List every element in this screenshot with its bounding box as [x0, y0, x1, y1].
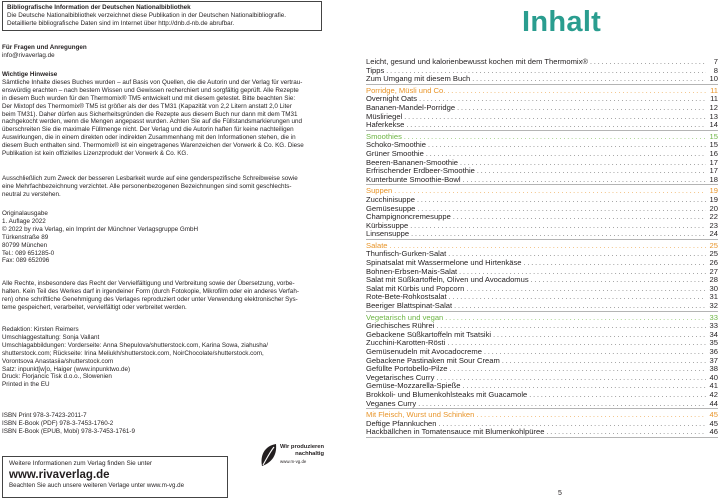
toc-entry-page: 14 [709, 120, 718, 130]
toc-entry-label: Bohnen-Erbsen-Mais-Salat [366, 266, 458, 276]
toc-entry-label: Kunterbunte Smoothie-Bowl [366, 174, 461, 184]
rights-line: halten. Kein Teil des Werkes darf in irgendeiner Form (durch Fotokopie, Mikrofilm oder ein anderes Verfah- [2, 287, 299, 295]
credits-block [2, 326, 340, 389]
isbn-line: ISBN E-Book (EPUB, Mobi) 978-3-7453-1761-9 [2, 427, 135, 435]
toc-entry-label: Zucchini-Karotten-Rösti [366, 338, 446, 348]
toc-entry[interactable] [366, 213, 718, 222]
toc-entry-label: Linsensuppe [366, 229, 410, 239]
toc-entry-label: Hackbällchen in Tomatensauce mit Blumenkohlpüree [366, 427, 545, 437]
toc-leader-dots [445, 315, 706, 324]
toc-leader-dots [457, 105, 706, 114]
toc-entry-page: 19 [709, 186, 718, 196]
toc-entry-label: Müsliriegel [366, 111, 403, 121]
toc-leader-dots [590, 59, 706, 68]
credits-line: Umschlagabbildungen: Vorderseite: Anna Shepulova/shutterstock.com, Karina Sowa, ziahusha/ [2, 341, 269, 349]
contact-block [2, 44, 340, 60]
toc-entry-label: Gebackene Pastinaken mit Sour Cream [366, 355, 500, 365]
edition-line: © 2022 by riva Verlag, ein Imprint der Münchner Verlagsgruppe GmbH [2, 225, 199, 233]
toc-entry-label: Rote-Bete-Rohkostsalat [366, 292, 447, 302]
toc-section [366, 410, 718, 438]
toc-entry-label: Smoothies [366, 131, 402, 141]
toc-leader-dots [418, 401, 706, 410]
toc-entry-page: 28 [709, 275, 718, 285]
gender-line: eine Mehrfachbezeichnung verzichtet. Alle personenbezogenen Bezeichnungen sind somit geschlechts- [2, 182, 292, 190]
toc-leader-dots [453, 214, 706, 223]
toc-entry[interactable] [366, 176, 718, 185]
toc-entry-page: 36 [709, 347, 718, 356]
imprint-page [0, 0, 352, 502]
toc-section-heading[interactable] [366, 187, 718, 196]
toc-entry-label: Thunfisch-Gurken-Salat [366, 249, 447, 259]
toc-entry-page: 35 [709, 338, 718, 348]
toc-entry[interactable] [366, 121, 718, 130]
edition-line: Türkenstraße 89 [2, 233, 49, 241]
toc-entry-label: Gemüse-Mozzarella-Spieße [366, 381, 461, 391]
credits-line: Vorontsova Anastasiia/shutterstock.com [2, 357, 114, 365]
edition-line: Originalausgabe [2, 210, 48, 217]
toc-entry-page: 26 [709, 258, 718, 268]
gender-line: neutral zu verstehen. [2, 190, 61, 198]
toc-entry-label: Gemüsesuppe [366, 203, 416, 213]
toc-entry[interactable] [366, 58, 718, 67]
toc-entry-label: Veganes Curry [366, 398, 417, 408]
toc-section [366, 86, 718, 131]
toc-entry-page: 8 [713, 65, 718, 75]
toc-entry-label: Deftige Pfannkuchen [366, 418, 437, 428]
toc-leader-dots [428, 142, 706, 151]
toc-entry-page: 42 [709, 389, 718, 399]
notes-line: nachgekocht werden, wenn die Mengen angepasst wurden. Achten Sie auf die Füllstandsmarkierungen und [2, 118, 302, 126]
toc-entry-page: 19 [709, 194, 718, 204]
rights-line: teme gespeichert, verarbeitet, vervielfältigt oder verbreitet werden. [2, 303, 187, 311]
toc-leader-dots [502, 358, 706, 367]
toc-entry-page: 17 [709, 157, 718, 167]
credits-line: shutterstock.com; Rückseite: Irina Meliukh/shutterstock.com, NoirChocolate/shutterstock.com, [2, 349, 264, 357]
toc-entry-page: 16 [709, 148, 718, 158]
toc-section [366, 58, 718, 85]
toc-entry-label: Salate [366, 240, 388, 250]
toc-entry-label: Schoko-Smoothie [366, 140, 426, 150]
toc-leader-dots [472, 76, 706, 85]
credits-line: Redaktion: Kirsten Reimers [2, 326, 79, 333]
toc-entry-label: Brokkoli- und Blumenkohlsteaks mit Guacamole [366, 389, 528, 399]
toc-entry-page: 7 [713, 57, 718, 66]
toc-entry-label: Zucchinisuppe [366, 194, 415, 204]
toc-entry-label: Leicht, gesund und kalorienbewusst kochen mit dem Thermomix® [366, 57, 588, 66]
toc-entry-page: 10 [709, 74, 718, 84]
edition-line: Fax: 089 652096 [2, 257, 50, 265]
toc-leader-dots [447, 88, 706, 97]
badge-text [280, 444, 324, 457]
toc-leader-dots [404, 134, 706, 143]
toc-entry-page: 11 [710, 94, 718, 104]
toc-entry-label: Salat mit Süßkartoffeln, Oliven und Avocadomus [366, 275, 529, 285]
toc-section [366, 241, 718, 312]
toc-entry[interactable] [366, 222, 718, 231]
credits-line: Umschlaggestaltung: Sonja Vallant [2, 333, 100, 341]
toc-entry-page: 34 [709, 329, 718, 339]
toc-entry-page: 27 [709, 266, 718, 276]
toc-entry-page: 46 [709, 427, 718, 437]
sustainability-badge [258, 442, 328, 468]
toc-entry-label: Erfrischender Erdbeer-Smoothie [366, 166, 475, 176]
toc-entry-page: 20 [709, 203, 718, 213]
toc-leader-dots [531, 277, 706, 286]
toc-entry-label: Overnight Oats [366, 94, 418, 104]
toc-leader-dots [436, 375, 706, 384]
toc-section-heading[interactable] [366, 87, 718, 96]
toc-entry-label: Haferkekse [366, 120, 405, 130]
toc-entry-page: 13 [709, 111, 718, 121]
notes-block [2, 71, 340, 158]
badge-url: www.m-vg.de [280, 459, 307, 464]
toc-entry-label: Gebackene Süßkartoffeln mit Tsatsiki [366, 329, 492, 339]
toc-entry-page: 45 [709, 410, 718, 420]
notes-line: in diesem Buch wurden für den Thermomix® TM5 entwickelt und mit diesem getestet. Bitte beachten Sie: [2, 94, 296, 102]
toc-leader-dots [404, 114, 706, 123]
toc-leader-dots [411, 231, 706, 240]
contact-email[interactable]: info@rivaverlag.de [2, 51, 55, 59]
toc-leader-dots [476, 412, 706, 421]
leaf-icon [258, 442, 280, 468]
toc-entry[interactable] [366, 428, 718, 437]
toc-leader-dots [493, 332, 706, 341]
rights-line: Alle Rechte, insbesondere das Recht der Vervielfältigung und Verbreitung sowie der Übersetzung, vorbe- [2, 280, 295, 287]
toc-entry-page: 33 [709, 312, 718, 322]
toc-leader-dots [426, 151, 706, 160]
toc-entry-page: 30 [709, 283, 718, 293]
toc-leader-dots [417, 197, 706, 206]
toc-leader-dots [449, 294, 706, 303]
toc-leader-dots [410, 223, 706, 232]
toc-entry-label: Salat mit Kürbis und Popcorn [366, 283, 465, 293]
notes-line: diesem Buch enthalten sind. Thermomix® ist ein eingetragenes Warenzeichen der Vorwerk & Co. KG. Diese [2, 142, 304, 150]
biblio-line: Die Deutsche Nationalbibliothek verzeichnet diese Publikation in der Deutschen Nationalbibliografie. [7, 11, 286, 19]
toc-entry[interactable] [366, 400, 718, 409]
toc-entry-page: 38 [709, 364, 718, 374]
toc-leader-dots [463, 177, 706, 186]
notes-line: überschreiten Sie die maximale Füllmenge nicht. Der Verlag und die Autorin haften für keine nachteiligen [2, 126, 294, 134]
toc-entry-label: Kürbissuppe [366, 220, 409, 230]
toc-entry[interactable] [366, 391, 718, 400]
rights-block [2, 280, 340, 312]
toc-leader-dots [406, 122, 706, 131]
notes-line: Der Mixtopf des Thermomix® TM5 ist größer als der des TM31 (Kapazität von 2,2 Litern anstatt 2,0 Liter [2, 102, 292, 110]
toc-entry[interactable] [366, 75, 718, 84]
table-of-contents [366, 58, 718, 438]
toc-entry-label: Bananen-Mandel-Porridge [366, 102, 456, 112]
credits-line: Satz: inpunkt[w]o, Haiger (www.inpunktwo.de) [2, 365, 131, 373]
toc-leader-dots [529, 392, 706, 401]
toc-leader-dots [419, 96, 706, 105]
toc-leader-dots [477, 168, 706, 177]
isbn-line: ISBN E-Book (PDF) 978-3-7453-1760-2 [2, 419, 114, 427]
toc-entry-label: Grüner Smoothie [366, 148, 424, 158]
toc-entry-label: Tipps [366, 65, 385, 75]
badge-line: Wir produzieren [280, 444, 325, 450]
toc-leader-dots [394, 188, 706, 197]
gender-line: Ausschließlich zum Zweck der besseren Lesbarkeit wurde auf eine genderspezifische Schreibweise sowie [2, 175, 298, 182]
biblio-line: Detaillierte bibliografische Daten sind im Internet über http://dnb.d-nb.de abrufbar. [7, 19, 235, 27]
toc-entry[interactable] [366, 230, 718, 239]
toc-entry-label: Gemüsenudeln mit Avocadocreme [366, 347, 482, 356]
bibliographic-info-box [2, 1, 322, 31]
toc-entry-page: 25 [709, 240, 718, 250]
toc-entry-page: 22 [709, 212, 718, 222]
toc-entry-page: 32 [709, 301, 718, 311]
page-title: Inhalt [522, 6, 602, 38]
toc-entry-page: 33 [709, 321, 718, 331]
toc-entry-page: 15 [709, 140, 718, 150]
toc-leader-dots [460, 160, 706, 169]
toc-entry-page: 45 [709, 418, 718, 428]
edition-block [2, 210, 340, 265]
toc-entry-label: Vegetarisch und vegan [366, 312, 444, 322]
contents-page [362, 0, 720, 502]
toc-leader-dots [454, 303, 706, 312]
toc-entry-label: Mit Fleisch, Wurst und Schinken [366, 410, 475, 420]
notes-line: Sämtliche Inhalte dieses Buches wurden – auf Basis von Quellen, die die Autorin und der Verlag für vertrau- [2, 78, 303, 86]
toc-leader-dots [484, 349, 706, 358]
toc-entry-page: 11 [710, 85, 718, 95]
toc-leader-dots [546, 429, 706, 438]
toc-entry[interactable] [366, 104, 718, 113]
badge-line: nachhaltig [295, 450, 325, 457]
toc-section [366, 186, 718, 240]
web-intro: Weitere Informationen zum Verlag finden Sie unter [9, 460, 153, 467]
toc-entry-label: Spinatsalat mit Wassermelone und Hirtenkäse [366, 258, 522, 268]
publisher-url[interactable]: www.rivaverlag.de [9, 469, 110, 481]
toc-leader-dots [466, 286, 706, 295]
toc-entry-label: Porridge, Müsli und Co. [366, 85, 446, 95]
toc-entry-page: 41 [709, 381, 718, 391]
toc-entry-page: 37 [709, 355, 718, 365]
toc-section [366, 313, 718, 410]
toc-entry-page: 31 [709, 292, 718, 302]
toc-entry-label: Gefüllte Portobello-Pilze [366, 364, 448, 374]
notes-line: enswürdig erachten – nach bestem Wissen und Gewissen recherchiert und sorgfältig geprüft. Alle Rezepte [2, 86, 299, 94]
toc-entry-label: Vegetarisches Curry [366, 372, 435, 382]
toc-entry-page: 23 [709, 220, 718, 230]
toc-entry-label: Zum Umgang mit diesem Buch [366, 74, 471, 84]
toc-entry-page: 24 [709, 229, 718, 239]
rights-line: ren) ohne schriftliche Genehmigung des Verlages reproduziert oder unter Verwendung elektronischer Sys- [2, 295, 298, 303]
toc-entry-label: Beeren-Bananen-Smoothie [366, 157, 459, 167]
biblio-title: Bibliografische Information der Deutschen Nationalbibliothek [7, 4, 191, 11]
publisher-web-box [2, 456, 228, 498]
notes-line: beim TM31). Daher dürfen aus Sicherheitsgründen die Rezepte aus diesem Buch nur dann mit dem TM31 [2, 110, 298, 118]
edition-line: 80799 München [2, 241, 48, 249]
toc-leader-dots [449, 366, 706, 375]
isbn-block [2, 412, 340, 436]
toc-entry-label: Griechisches Rührei [366, 321, 435, 331]
web-more: Beachten Sie auch unsere weiteren Verlage unter www.m-vg.de [9, 482, 185, 489]
notes-line: Publikation ist kein offizielles Lizenzprodukt der Vorwerk & Co. KG. [2, 150, 189, 158]
contact-title: Für Fragen und Anregungen [2, 44, 87, 51]
page-number: 5 [558, 490, 562, 497]
toc-entry-page: 18 [709, 174, 718, 184]
notes-line: Auswirkungen, die in einem direkten oder indirekten Zusammenhang mit den Informationen stehen, die in [2, 134, 296, 142]
edition-line: Tel.: 089 651285-0 [2, 249, 55, 257]
toc-leader-dots [447, 340, 706, 349]
toc-entry[interactable] [366, 113, 718, 122]
toc-entry-label: Champignoncremesuppe [366, 212, 451, 222]
toc-entry[interactable] [366, 302, 718, 311]
isbn-line: ISBN Print 978-3-7423-2011-7 [2, 412, 87, 419]
toc-entry-page: 25 [709, 249, 718, 259]
toc-entry-label: Beeriger Blattspinat-Salat [366, 301, 453, 311]
toc-entry-page: 12 [709, 102, 718, 112]
toc-entry-page: 40 [709, 372, 718, 382]
toc-entry-label: Suppen [366, 186, 393, 196]
toc-leader-dots [417, 206, 706, 215]
credits-line: Druck: Florjancic Tisk d.o.o., Slowenien [2, 373, 112, 381]
credits-line: Printed in the EU [2, 381, 50, 389]
toc-leader-dots [523, 260, 706, 269]
toc-entry[interactable] [366, 196, 718, 205]
toc-entry-page: 17 [709, 166, 718, 176]
toc-section [366, 132, 718, 186]
edition-line: 1. Auflage 2022 [2, 217, 46, 225]
toc-entry-page: 44 [709, 398, 718, 408]
gender-note-block [2, 175, 340, 199]
toc-entry-page: 15 [709, 131, 718, 141]
notes-title: Wichtige Hinweise [2, 71, 58, 78]
